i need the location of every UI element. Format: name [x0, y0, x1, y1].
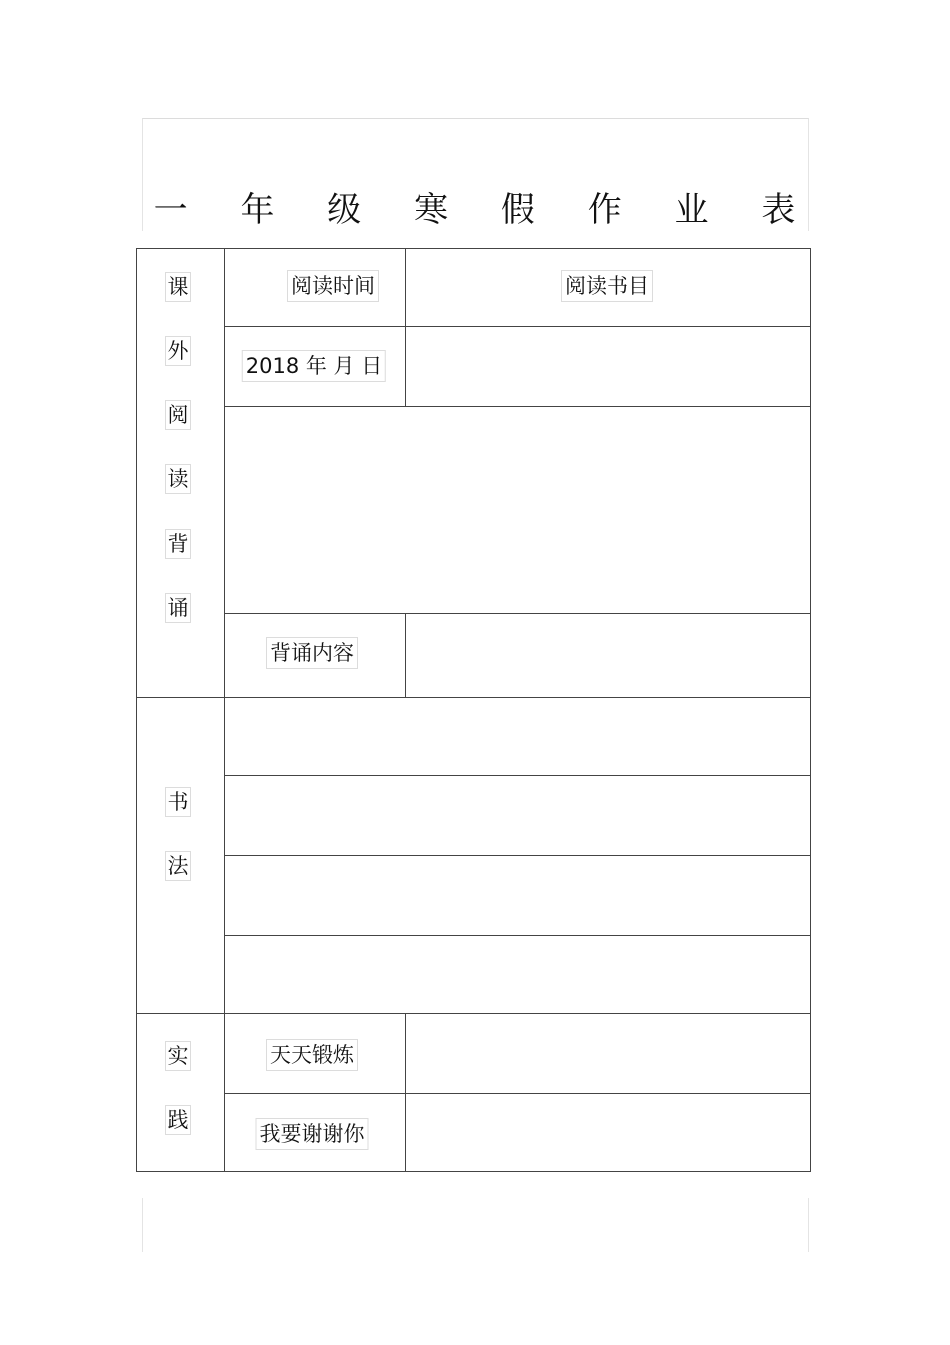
- calligraphy-row[interactable]: [225, 776, 810, 855]
- daily-exercise-field[interactable]: [406, 1014, 810, 1093]
- reading-notes-area[interactable]: [225, 407, 810, 613]
- daily-exercise-label: 天天锻炼: [267, 1040, 357, 1070]
- reading-label-char: 课: [167, 275, 189, 299]
- practice-label-char: 践: [167, 1108, 189, 1132]
- reading-date-field[interactable]: 2018 年 月 日: [243, 351, 385, 381]
- page-title: 一 年 级 寒 假 作 业 表: [153, 190, 817, 230]
- calligraphy-label-char: 法: [167, 854, 189, 878]
- recitation-label: 背诵内容: [267, 638, 357, 668]
- reading-label-char: 外: [167, 339, 189, 363]
- calligraphy-row[interactable]: [225, 856, 810, 935]
- calligraphy-row[interactable]: [225, 936, 810, 1013]
- reading-label-char: 阅: [167, 403, 189, 427]
- practice-label-char: 实: [167, 1044, 189, 1068]
- reading-label-char: 诵: [167, 596, 189, 620]
- page-frame-bottom: [142, 1198, 809, 1252]
- book-list-header: 阅读书目: [562, 271, 652, 301]
- reading-label-char: 读: [167, 467, 189, 491]
- book-title-field[interactable]: [406, 327, 810, 406]
- calligraphy-label-char: 书: [167, 790, 189, 814]
- reading-time-header: 阅读时间: [288, 271, 378, 301]
- calligraphy-row[interactable]: [225, 698, 810, 775]
- thanks-label: 我要谢谢你: [257, 1119, 368, 1149]
- recitation-content-field[interactable]: [406, 614, 810, 697]
- thanks-field[interactable]: [406, 1094, 810, 1171]
- reading-label-char: 背: [167, 532, 189, 556]
